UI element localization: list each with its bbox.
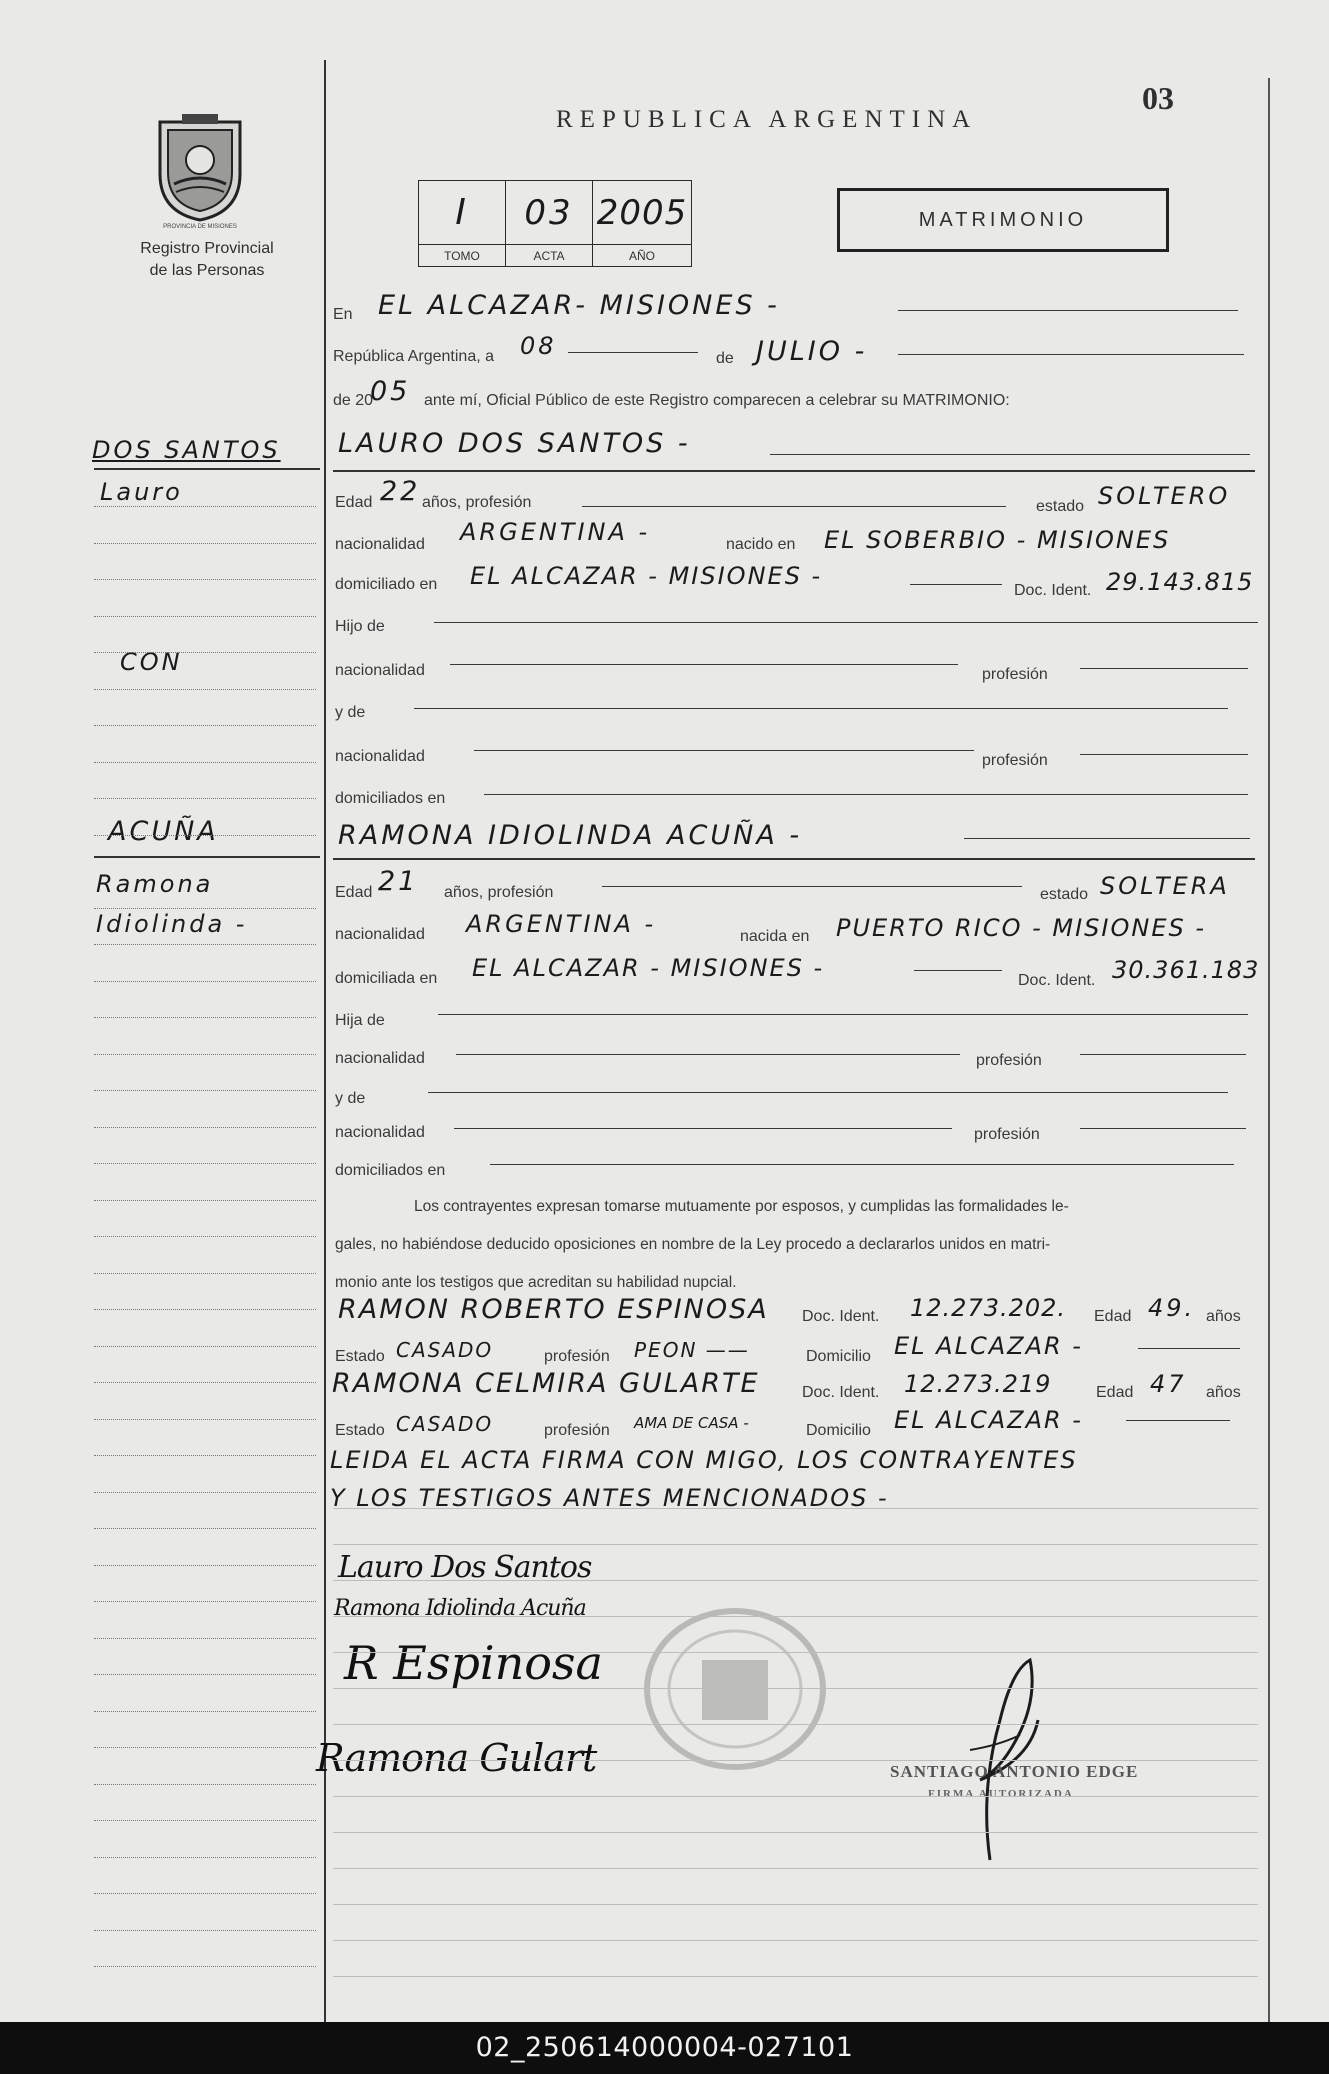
witness1-anios-label: años [1206,1308,1241,1325]
fill-line [898,310,1238,311]
tomo-label: TOMO [419,245,506,267]
record-number-box [418,180,692,267]
bride-domiciliados-label: domiciliados en [335,1162,446,1179]
bride-y-de-label: y de [335,1090,366,1107]
bride-mother-prof-label: profesión [974,1126,1040,1143]
province-emblem-icon [152,112,248,224]
margin-rule [94,1857,316,1858]
groom-nationality: ARGENTINA - [460,518,651,546]
margin-rule [94,1054,316,1055]
fill-line [1080,1128,1246,1129]
margin-rule [94,579,316,580]
fill-line [770,454,1250,455]
margin-rule [94,506,316,507]
margin-rule [94,944,316,945]
margin-rule [94,1674,316,1675]
acta-value: 03 [506,181,593,245]
act-type-box [837,188,1169,252]
fill-line [602,886,1022,887]
groom-nacido-label: nacido en [726,536,796,553]
margin-rule [94,1820,316,1821]
fill-line [454,1128,952,1129]
page-number: 03 [1142,80,1174,116]
body-rule [333,1580,1258,1581]
margin-rule [94,1017,316,1018]
margin-bride-surname: ACUÑA [108,816,219,847]
section-separator [333,858,1255,860]
groom-doc-label: Doc. Ident. [1014,582,1092,599]
body-rule [333,1508,1258,1509]
tomo-value: I [419,181,506,245]
fill-line [456,1054,960,1055]
witness2-edad-label: Edad [1096,1384,1134,1401]
witness1-domicile: EL ALCAZAR - [894,1332,1083,1360]
margin-rule [94,908,316,909]
margin-rule [94,1528,316,1529]
body-rule [333,1868,1258,1869]
margin-rule [94,1309,316,1310]
witness1-age: 49. [1148,1294,1196,1322]
body-rule [333,1940,1258,1941]
witness2-anios-label: años [1206,1384,1241,1401]
margin-rule [94,798,316,799]
bride-domicile: EL ALCAZAR - MISIONES - [472,954,825,982]
official-stamp-name: SANTIAGO ANTONIO EDGE [890,1762,1139,1781]
act-type-label: MATRIMONIO [918,208,1088,231]
margin-rule [94,1382,316,1383]
fill-line [1138,1348,1240,1349]
margin-rule [94,1090,316,1091]
fill-line [898,354,1244,355]
margin-rule [94,1601,316,1602]
registry-name: Registro Provincial [140,240,274,257]
body-rule [333,1724,1258,1725]
margin-rule [94,1565,316,1566]
signature-groom: Lauro Dos Santos [338,1550,592,1585]
fill-line [484,794,1248,795]
closing-line-1: LEIDA EL ACTA FIRMA CON MIGO, LOS CONTRAYENTES [330,1446,1078,1474]
fill-line [1080,1054,1246,1055]
witness1-estado-label: Estado [335,1348,385,1365]
fill-line [438,1014,1248,1015]
body-rule [333,1544,1258,1545]
declaration-line-1: Los contrayentes expresan tomarse mutuamente por esposos, y cumplidas las formalidades le- [414,1198,1069,1215]
margin-rule [94,1893,316,1894]
margin-rule [94,1455,316,1456]
witness1-doc: 12.273.202. [910,1294,1067,1322]
groom-father-prof-label: profesión [982,666,1048,683]
bride-mother-nac-label: nacionalidad [335,1124,425,1141]
fill-line [568,352,698,353]
margin-rule [94,1200,316,1201]
margin-groom-surname: DOS SANTOS [92,436,281,464]
bride-age: 21 [378,866,419,897]
image-code-footer: 02_250614000004-027101 [0,2022,1329,2074]
groom-y-de-label: y de [335,704,366,721]
fill-line [910,584,1002,585]
year-prefix: de 20 [333,392,374,409]
margin-rule [94,1127,316,1128]
groom-hijo-label: Hijo de [335,618,385,635]
witness2-age: 47 [1150,1370,1187,1398]
declaration-line-3: monio ante los testigos que acreditan su habilidad nupcial. [335,1274,737,1291]
margin-rule [94,1966,316,1967]
groom-mother-prof-label: profesión [982,752,1048,769]
witness1-profession: PEON —— [634,1338,750,1362]
fill-line [914,970,1002,971]
bride-edad-label: Edad [335,884,373,901]
statement: ante mí, Oficial Público de este Registro comparecen a celebrar su MATRIMONIO: [424,392,1010,409]
body-rule [333,1688,1258,1689]
bride-nationality: ARGENTINA - [466,910,657,938]
bride-nacionalidad-label: nacionalidad [335,926,425,943]
groom-mother-nac-label: nacionalidad [335,748,425,765]
margin-groom-name: Lauro [100,478,183,506]
country-title: REPUBLICA ARGENTINA [556,106,978,133]
groom-father-nac-label: nacionalidad [335,662,425,679]
fill-line [434,622,1258,623]
groom-domicilio-label: domiciliado en [335,576,438,593]
fill-line [474,750,974,751]
body-rule [333,1976,1258,1977]
groom-profesion-label: años, profesión [422,494,532,511]
margin-rule [94,652,316,653]
fill-line [490,1164,1234,1165]
margin-rule [94,835,316,836]
body-rule [333,1832,1258,1833]
groom-domicile: EL ALCAZAR - MISIONES - [470,562,823,590]
groom-domiciliados-label: domiciliados en [335,790,446,807]
groom-edad-label: Edad [335,494,373,511]
fill-line [1126,1420,1230,1421]
margin-rule [94,1163,316,1164]
declaration-line-2: gales, no habiéndose deducido oposiciones en nombre de la Ley procedo a declararlos unidos en matri- [335,1236,1051,1253]
witness2-doc-label: Doc. Ident. [802,1384,880,1401]
fill-line [428,1092,1228,1093]
anio-value: 2005 [593,181,692,245]
witness2-name: RAMONA CELMIRA GULARTE [332,1368,760,1399]
margin-rule [94,689,316,690]
witness1-status: CASADO [396,1338,494,1362]
groom-nacionalidad-label: nacionalidad [335,536,425,553]
margin-rule [94,1273,316,1274]
witness1-profesion-label: profesión [544,1348,610,1365]
margin-rule [94,1638,316,1639]
margin-separator [94,468,320,470]
fill-line [1080,754,1248,755]
witness2-domicilio-label: Domicilio [806,1422,871,1439]
witness2-profesion-label: profesión [544,1422,610,1439]
acta-label: ACTA [506,245,593,267]
bride-profesion-label: años, profesión [444,884,554,901]
emblem-label: PROVINCIA DE MISIONES [163,224,237,230]
official-signature-icon [920,1640,1070,1870]
witness2-estado-label: Estado [335,1422,385,1439]
margin-rule [94,1236,316,1237]
bride-doc: 30.361.183 [1112,956,1260,984]
margin-divider-line [324,60,326,2022]
margin-bride-name-2: Idiolinda - [96,910,248,938]
bride-nacida-label: nacida en [740,928,810,945]
groom-age: 22 [380,476,421,507]
witness1-edad-label: Edad [1094,1308,1132,1325]
bride-doc-label: Doc. Ident. [1018,972,1096,989]
body-rule [333,1796,1258,1797]
de-label: de [716,350,734,367]
margin-con: CON [120,648,183,676]
right-border-line [1268,78,1270,2022]
fill-line [450,664,958,665]
bride-estado-label: estado [1040,886,1089,903]
groom-estado-label: estado [1036,498,1085,515]
body-rule [333,1652,1258,1653]
margin-rule [94,1784,316,1785]
margin-rule [94,981,316,982]
witness2-domicile: EL ALCAZAR - [894,1406,1083,1434]
registry-subtitle: de las Personas [149,262,265,279]
bride-hija-label: Hija de [335,1012,385,1029]
marriage-place: EL ALCAZAR- MISIONES - [378,290,780,321]
bride-father-nac-label: nacionalidad [335,1050,425,1067]
section-separator [333,470,1255,472]
republica-label: República Argentina, a [333,348,494,365]
margin-rule [94,1711,316,1712]
anio-label: AÑO [593,245,692,267]
groom-full-name: LAURO DOS SANTOS - [338,428,691,459]
groom-birthplace: EL SOBERBIO - MISIONES [824,526,1171,554]
groom-civil-status: SOLTERO [1098,482,1231,510]
witness1-name: RAMON ROBERTO ESPINOSA [338,1294,769,1325]
witness2-doc: 12.273.219 [904,1370,1052,1398]
body-rule [333,1760,1258,1761]
margin-separator [94,856,320,858]
margin-bride-name-1: Ramona [96,870,214,898]
signature-witness2: Ramona Gulart [316,1736,597,1780]
margin-rule [94,616,316,617]
official-stamp-title: FIRMA AUTORIZADA [928,1788,1074,1800]
signature-witness1: R Espinosa [344,1636,603,1690]
margin-rule [94,1492,316,1493]
fill-line [1080,668,1248,669]
margin-rule [94,762,316,763]
bride-full-name: RAMONA IDIOLINDA ACUÑA - [338,820,803,851]
witness1-doc-label: Doc. Ident. [802,1308,880,1325]
bride-birthplace: PUERTO RICO - MISIONES - [836,914,1207,942]
body-rule [333,1616,1258,1617]
official-seal-icon [640,1604,830,1774]
margin-rule [94,1419,316,1420]
marriage-month: JULIO - [756,336,868,367]
witness2-status: CASADO [396,1412,494,1436]
bride-domicilio-label: domiciliada en [335,970,438,987]
marriage-day: 08 [520,332,557,360]
body-rule [333,1904,1258,1905]
bride-civil-status: SOLTERA [1100,872,1230,900]
margin-rule [94,1930,316,1931]
groom-doc: 29.143.815 [1106,568,1254,596]
margin-rule [94,725,316,726]
bride-father-prof-label: profesión [976,1052,1042,1069]
margin-rule [94,1346,316,1347]
marriage-year: 05 [370,376,411,407]
margin-rule [94,543,316,544]
margin-rule [94,1747,316,1748]
fill-line [964,838,1250,839]
closing-line-2: Y LOS TESTIGOS ANTES MENCIONADOS - [330,1484,889,1512]
signature-bride: Ramona Idiolinda Acuña [334,1596,586,1621]
fill-line [582,506,1006,507]
fill-line [414,708,1228,709]
en-label: En [333,306,353,323]
witness1-domicilio-label: Domicilio [806,1348,871,1365]
witness2-profession: AMA DE CASA - [634,1414,749,1432]
